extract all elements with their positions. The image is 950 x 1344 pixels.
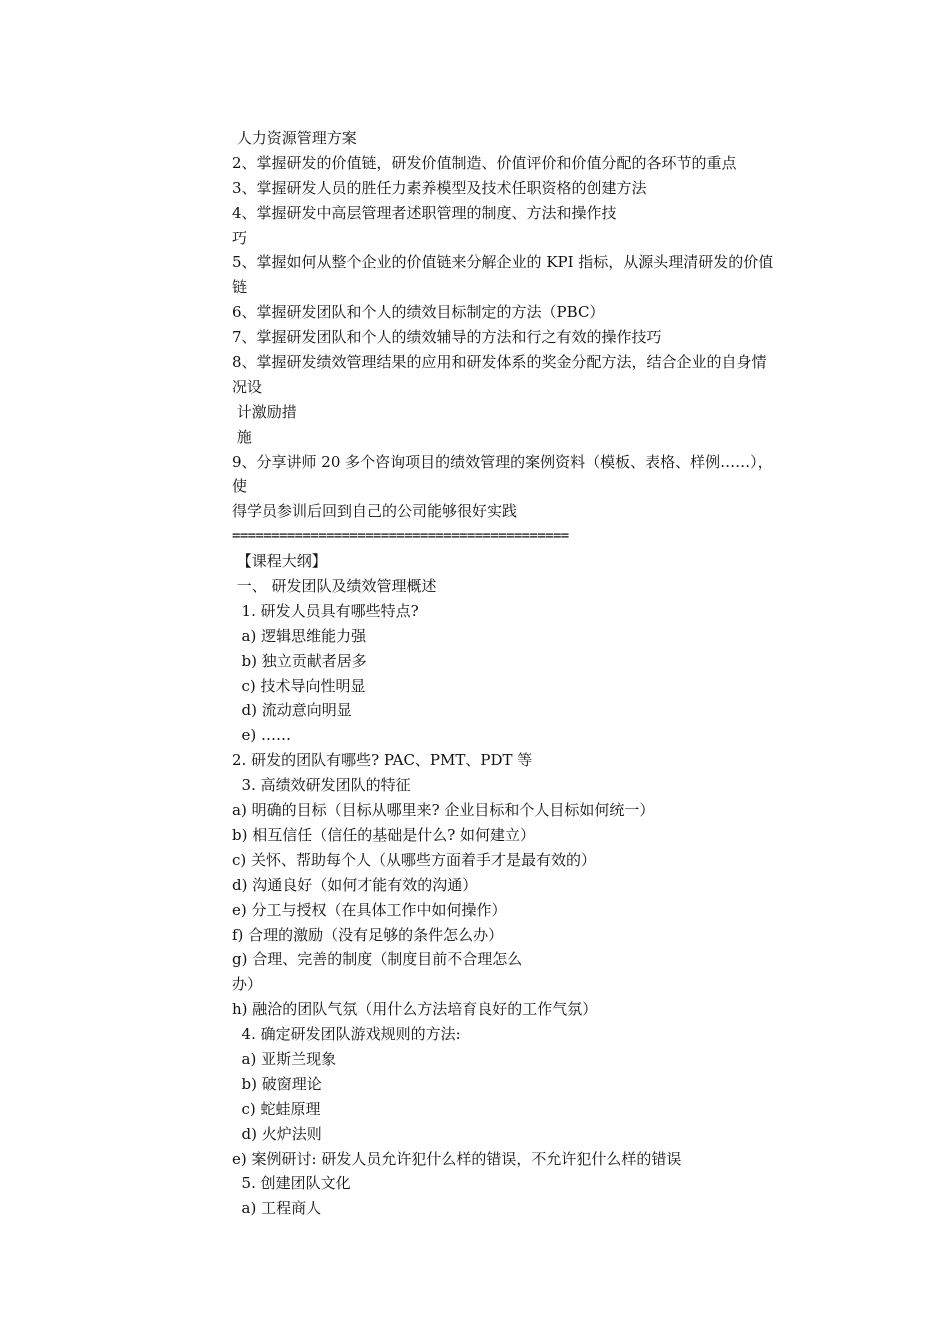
- objective-5: 5、掌握如何从整个企业的价值链来分解企业的 KPI 指标，从源头理清研发的价值: [232, 253, 774, 272]
- item-4e: e) 案例研讨: 研发人员允许犯什么样的错误，不允许犯什么样的错误: [232, 1149, 682, 1168]
- item-4a: a) 亚斯兰现象: [232, 1049, 337, 1068]
- item-3b: b) 相互信任（信任的基础是什么? 如何建立）: [232, 825, 536, 844]
- item-5a: a) 工程商人: [232, 1199, 322, 1218]
- objective-9: 9、分享讲师 20 多个咨询项目的绩效管理的案例资料（模板、表格、样例……），: [232, 452, 773, 471]
- objective-8: 8、掌握研发绩效管理结果的应用和研发体系的奖金分配方法，结合企业的自身情: [232, 353, 767, 372]
- item-4b: b) 破窗理论: [232, 1074, 322, 1093]
- item-1-heading: 1. 研发人员具有哪些特点?: [232, 601, 419, 620]
- item-1c: c) 技术导向性明显: [232, 676, 366, 695]
- item-3a: a) 明确的目标（目标从哪里来? 企业目标和个人目标如何统一）: [232, 801, 655, 820]
- item-3g: g) 合理、完善的制度（制度目前不合理怎么: [232, 950, 523, 969]
- objective-8-cont-3: 施: [232, 427, 252, 446]
- item-3h: h) 融洽的团队气氛（用什么方法培育良好的工作气氛）: [232, 1000, 598, 1019]
- item-3d: d) 沟通良好（如何才能有效的沟通）: [232, 875, 478, 894]
- item-4c: c) 蛇蛙原理: [232, 1099, 321, 1118]
- item-1d: d) 流动意向明显: [232, 701, 352, 720]
- item-2-heading: 2. 研发的团队有哪些? PAC、PMT、PDT 等: [232, 751, 533, 770]
- item-5-heading: 5. 创建团队文化: [232, 1174, 351, 1193]
- section-1-heading: 一、 研发团队及绩效管理概述: [232, 577, 437, 596]
- document-body: [232, 126, 872, 1221]
- objective-8-cont-2: 计激励措: [232, 402, 297, 421]
- item-3e: e) 分工与授权（在具体工作中如何操作）: [232, 900, 507, 919]
- objective-9-cont-2: 得学员参训后回到自己的公司能够很好实践: [232, 502, 518, 521]
- objective-2: 2、掌握研发的价值链，研发价值制造、价值评价和价值分配的各环节的重点: [232, 153, 737, 172]
- objective-6: 6、掌握研发团队和个人的绩效目标制定的方法（PBC）: [232, 303, 605, 322]
- item-4-heading: 4. 确定研发团队游戏规则的方法:: [232, 1025, 461, 1044]
- item-1a: a) 逻辑思维能力强: [232, 626, 367, 645]
- objective-7: 7、掌握研发团队和个人的绩效辅导的方法和行之有效的操作技巧: [232, 328, 662, 347]
- objective-4: 4、掌握研发中高层管理者述职管理的制度、方法和操作技: [232, 203, 617, 222]
- objective-5-cont: 链: [232, 278, 248, 297]
- doc-title: 人力资源管理方案: [232, 129, 357, 147]
- objective-8-cont-1: 况设: [232, 377, 263, 396]
- item-3c: c) 关怀、帮助每个人（从哪些方面着手才是最有效的）: [232, 850, 597, 869]
- item-4d: d) 火炉法则: [232, 1124, 322, 1143]
- objective-4-cont: 巧: [232, 228, 248, 247]
- item-1b: b) 独立贡献者居多: [232, 651, 367, 670]
- objective-3: 3、掌握研发人员的胜任力素养模型及技术任职资格的创建方法: [232, 178, 647, 197]
- item-3-heading: 3. 高绩效研发团队的特征: [232, 776, 411, 795]
- outline-heading: 【课程大纲】: [232, 552, 327, 571]
- item-1e: e) ……: [232, 726, 292, 745]
- item-3g-cont: 办）: [232, 975, 263, 994]
- separator-line: ===========================================: [232, 528, 569, 545]
- item-3f: f) 合理的激励（没有足够的条件怎么办）: [232, 925, 504, 944]
- objective-9-cont-1: 使: [232, 477, 248, 496]
